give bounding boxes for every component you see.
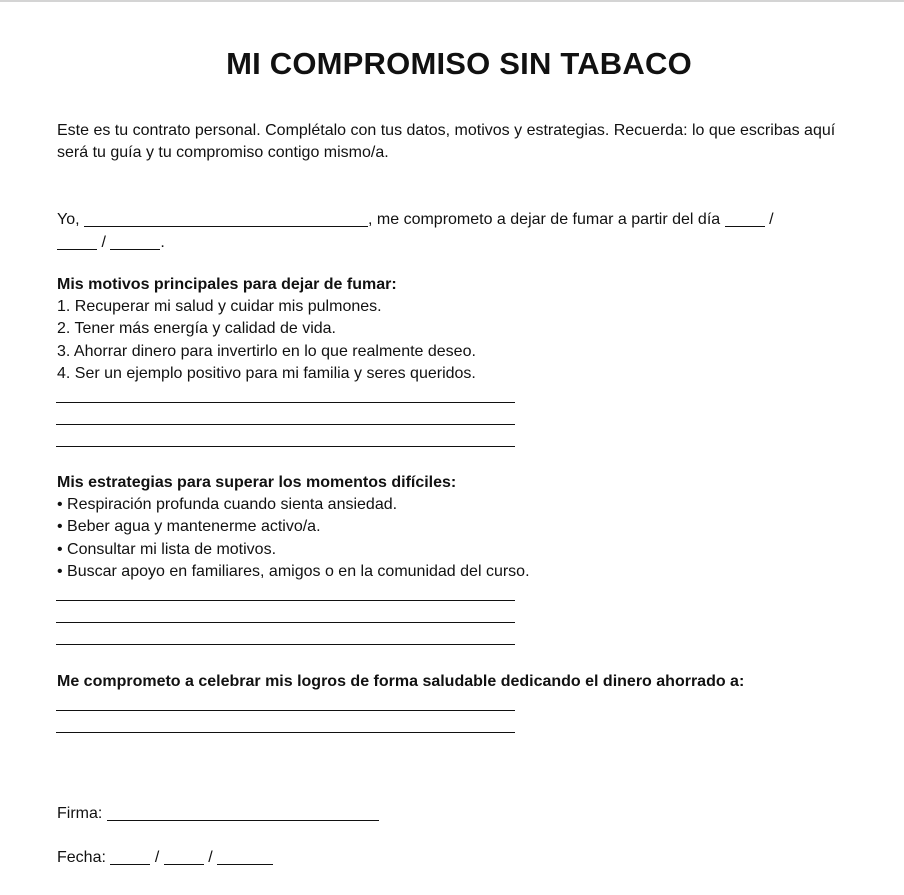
date-row bbox=[57, 847, 273, 869]
commitment-line-2 bbox=[57, 232, 165, 254]
motives-write-line-1[interactable] bbox=[56, 402, 515, 403]
date-slash-2: / bbox=[101, 234, 106, 251]
celebration-write-line-2[interactable] bbox=[56, 732, 515, 733]
date-label: Fecha: bbox=[57, 849, 106, 866]
page-title: MI COMPROMISO SIN TABACO bbox=[226, 46, 692, 81]
celebration-heading: Me comprometo a celebrar mis logros de forma saludable dedicando el dinero ahorrado a: bbox=[57, 673, 745, 690]
signature-label: Firma: bbox=[57, 805, 103, 822]
strategies-write-line-3[interactable] bbox=[56, 644, 515, 645]
date-year-blank[interactable] bbox=[217, 848, 273, 865]
strategies-write-line-1[interactable] bbox=[56, 600, 515, 601]
strategies-list bbox=[57, 494, 530, 583]
strategy-item: • Beber agua y mantenerme activo/a. bbox=[57, 518, 321, 536]
motives-heading: Mis motivos principales para dejar de fumar: bbox=[57, 276, 397, 293]
intro-paragraph: Este es tu contrato personal. Complétalo con tus datos, motivos y estrategias. Recuerda: lo que escribas aquí será tu guía y tu compromiso contigo mismo/a. bbox=[57, 122, 836, 161]
motives-write-line-3[interactable] bbox=[56, 446, 515, 447]
date-row-slash-2: / bbox=[208, 849, 213, 866]
signature-blank[interactable] bbox=[107, 804, 379, 821]
start-month-blank[interactable] bbox=[57, 233, 97, 250]
start-year-blank[interactable] bbox=[110, 233, 160, 250]
date-row-slash-1: / bbox=[154, 849, 160, 866]
name-blank[interactable] bbox=[84, 210, 368, 227]
commitment-prefix: Yo, bbox=[57, 211, 80, 228]
motive-item: 4. Ser un ejemplo positivo para mi familia y seres queridos. bbox=[57, 364, 476, 382]
motive-item: 1. Recuperar mi salud y cuidar mis pulmones. bbox=[57, 298, 382, 315]
strategies-write-line-2[interactable] bbox=[56, 622, 515, 623]
signature-row bbox=[57, 803, 379, 825]
commitment-middle: , me comprometo a dejar de fumar a partir del día bbox=[368, 211, 721, 228]
celebration-write-line-1[interactable] bbox=[56, 710, 515, 711]
date-day-blank[interactable] bbox=[110, 848, 150, 865]
strategy-item: • Buscar apoyo en familiares, amigos o en la comunidad del curso. bbox=[57, 562, 530, 580]
strategy-item: • Consultar mi lista de motivos. bbox=[57, 540, 277, 558]
motives-list bbox=[57, 296, 476, 385]
strategies-heading: Mis estrategias para superar los momentos difíciles: bbox=[57, 474, 457, 491]
date-slash-1: / bbox=[769, 211, 774, 228]
date-month-blank[interactable] bbox=[164, 848, 204, 865]
commitment-end: . bbox=[160, 234, 165, 251]
motive-item: 3. Ahorrar dinero para invertirlo en lo que realmente deseo. bbox=[57, 342, 476, 360]
motives-write-line-2[interactable] bbox=[56, 424, 515, 425]
motive-item: 2. Tener más energía y calidad de vida. bbox=[57, 320, 336, 338]
start-day-blank[interactable] bbox=[725, 210, 765, 227]
strategy-item: • Respiración profunda cuando sienta ansiedad. bbox=[57, 496, 398, 513]
commitment-line-1 bbox=[57, 209, 774, 231]
